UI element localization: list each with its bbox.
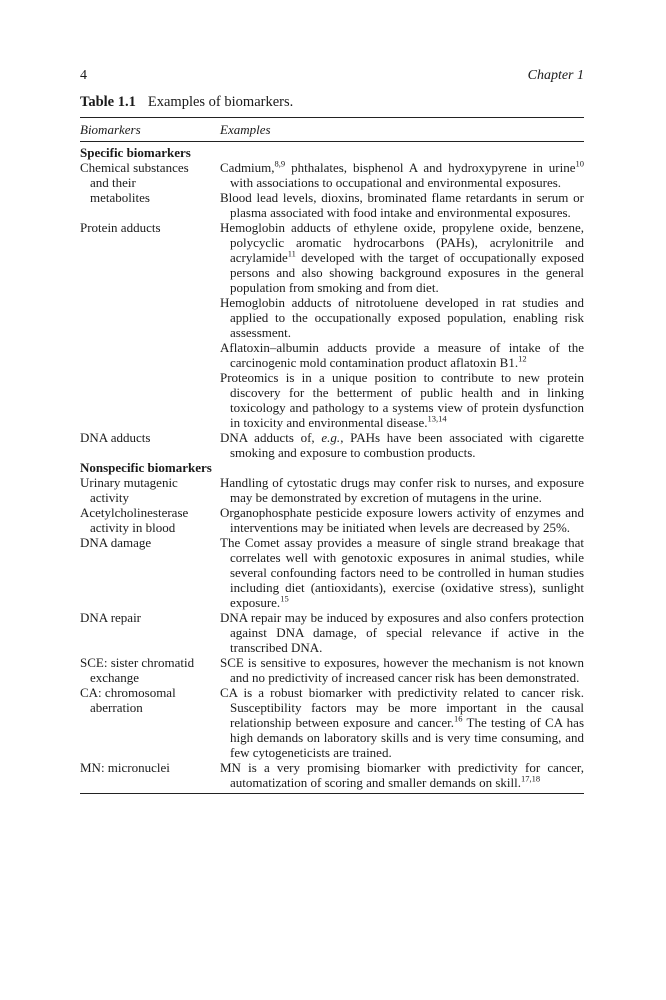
table-row <box>80 430 584 460</box>
example-item: SCE is sensitive to exposures, however the mechanism is not known and no predictivity of increased cancer risk has been demonstrated. <box>220 655 584 685</box>
biomarker-name: Acetylcholinesterase <box>80 505 189 520</box>
section-heading-specific: Specific biomarkers <box>80 145 191 160</box>
example-item <box>220 430 584 460</box>
biomarker-cell <box>80 160 220 220</box>
example-text: CA is a robust biomarker with predictivity related to cancer risk. Susceptibility factors may be more important in the causal relationship between exposure and cancer. <box>220 685 584 730</box>
citation: 8,9 <box>274 158 286 169</box>
biomarker-name-cont: exchange <box>90 670 140 685</box>
citation: 15 <box>280 593 289 604</box>
biomarker-name: DNA damage <box>80 535 152 550</box>
biomarker-cell <box>80 535 220 610</box>
examples-cell <box>220 220 584 430</box>
citation: 12 <box>518 353 527 364</box>
example-text: Hemoglobin adducts of ethylene oxide, propylene oxide, benzene, polycyclic aromatic hydrocarbons (PAHs), acrylonitrile and acrylamide <box>220 220 584 265</box>
example-text: The testing of CA has high demands on laboratory skills and is very time consuming, and few cytogeneticists are trained. <box>230 715 584 760</box>
biomarker-name: Urinary mutagenic <box>80 475 178 490</box>
biomarker-name: CA: chromosomal <box>80 685 176 700</box>
example-item <box>220 158 584 190</box>
table-caption <box>80 94 293 111</box>
biomarker-cell <box>80 475 220 505</box>
biomarker-name-cont: activity in blood <box>90 520 176 535</box>
table-title: Examples of biomarkers. <box>147 94 294 110</box>
examples-cell <box>220 430 584 460</box>
biomarker-name-cont: and their <box>90 175 136 190</box>
page-number: 4 <box>80 68 87 83</box>
column-header-biomarkers: Biomarkers <box>80 122 141 137</box>
example-text: , PAHs have been associated with cigarette smoking and exposure to combustion products. <box>230 430 584 460</box>
examples-cell <box>220 475 584 505</box>
table-row <box>80 475 584 505</box>
example-item <box>220 535 584 610</box>
column-header-examples: Examples <box>220 122 271 137</box>
examples-cell <box>220 655 584 685</box>
example-text: with associations to occupational and environmental exposures. <box>230 175 562 190</box>
chapter-label: Chapter 1 <box>527 68 584 83</box>
biomarker-name: MN: micronuclei <box>80 760 170 775</box>
examples-cell <box>220 610 584 655</box>
citation: 16 <box>453 713 463 724</box>
examples-cell <box>220 760 584 790</box>
biomarker-cell <box>80 220 220 430</box>
table-body <box>80 142 584 793</box>
example-item <box>220 685 584 760</box>
biomarker-cell <box>80 685 220 760</box>
examples-cell <box>220 685 584 760</box>
table-row <box>80 505 584 535</box>
example-text: Cadmium, <box>220 160 275 175</box>
table-row <box>80 610 584 655</box>
section-heading-nonspecific: Nonspecific biomarkers <box>80 460 212 475</box>
citation: 11 <box>287 248 296 259</box>
example-text: Aflatoxin–albumin adducts provide a measure of intake of the carcinogenic mold contamination product aflatoxin B1. <box>220 340 584 370</box>
examples-cell <box>220 505 584 535</box>
example-text: DNA adducts of, <box>220 430 322 445</box>
example-text: phthalates, bisphenol A and hydroxypyrene in urine <box>285 160 576 175</box>
table-row <box>80 760 584 790</box>
biomarker-cell <box>80 505 220 535</box>
example-text: The Comet assay provides a measure of single strand breakage that correlates well with genotoxic exposures in animal studies, while several confounding factors need to be controlled in human studies including diet (antioxidants), exercise (oxidative stress), sunlight exposure. <box>220 535 584 610</box>
example-item: Handling of cytostatic drugs may confer risk to nurses, and exposure may be demonstrated by excretion of mutagens in the urine. <box>220 475 584 505</box>
biomarker-name-cont: activity <box>90 490 129 505</box>
citation: 10 <box>575 158 584 169</box>
example-item <box>220 370 584 430</box>
table-label: Table 1.1 <box>80 94 136 110</box>
table-row <box>80 160 584 220</box>
biomarker-name-cont: metabolites <box>90 190 150 205</box>
examples-cell <box>220 160 584 220</box>
table-header-row <box>80 118 584 142</box>
example-item: Hemoglobin adducts of nitrotoluene developed in rat studies and applied to the occupationally exposed population, enabling risk assessment. <box>220 295 584 340</box>
example-item: DNA repair may be induced by exposures and also confers protection against DNA damage, of special relevance if active in the transcribed DNA. <box>220 610 584 655</box>
biomarker-name: DNA adducts <box>80 430 151 445</box>
table-row <box>80 220 584 430</box>
biomarker-cell <box>80 655 220 685</box>
biomarkers-table <box>80 117 584 794</box>
citation: 13,14 <box>427 413 447 424</box>
example-text-italic: e.g. <box>321 430 341 445</box>
biomarker-cell <box>80 430 220 460</box>
examples-cell <box>220 535 584 610</box>
biomarker-name: Chemical substances <box>80 160 189 175</box>
example-item: Organophosphate pesticide exposure lowers activity of enzymes and interventions may be initiated when levels are decreased by 25%. <box>220 505 584 535</box>
example-text: Proteomics is in a unique position to contribute to new protein discovery for the betterment of public health and in linking toxicology and pathology to a systems view of protein dysfunction in toxicity and environmental disease. <box>220 370 584 430</box>
table-row <box>80 655 584 685</box>
biomarker-name: Protein adducts <box>80 220 161 235</box>
biomarker-name: DNA repair <box>80 610 142 625</box>
table-row <box>80 685 584 760</box>
example-item <box>220 220 584 295</box>
example-item <box>220 760 584 790</box>
biomarker-cell <box>80 760 220 790</box>
biomarker-name-cont: aberration <box>90 700 143 715</box>
example-item: Blood lead levels, dioxins, brominated flame retardants in serum or plasma associated with food intake and environmental exposures. <box>220 190 584 220</box>
example-item <box>220 340 584 370</box>
biomarker-name: SCE: sister chromatid <box>80 655 195 670</box>
example-text: developed with the target of occupationally exposed persons and also showing background exposures in the general population from smoking and from diet. <box>230 250 584 295</box>
table-row <box>80 535 584 610</box>
citation: 17,18 <box>521 773 541 784</box>
example-text: MN is a very promising biomarker with predictivity for cancer, automatization of scoring and smaller demands on skill. <box>220 760 584 790</box>
biomarker-cell <box>80 610 220 655</box>
